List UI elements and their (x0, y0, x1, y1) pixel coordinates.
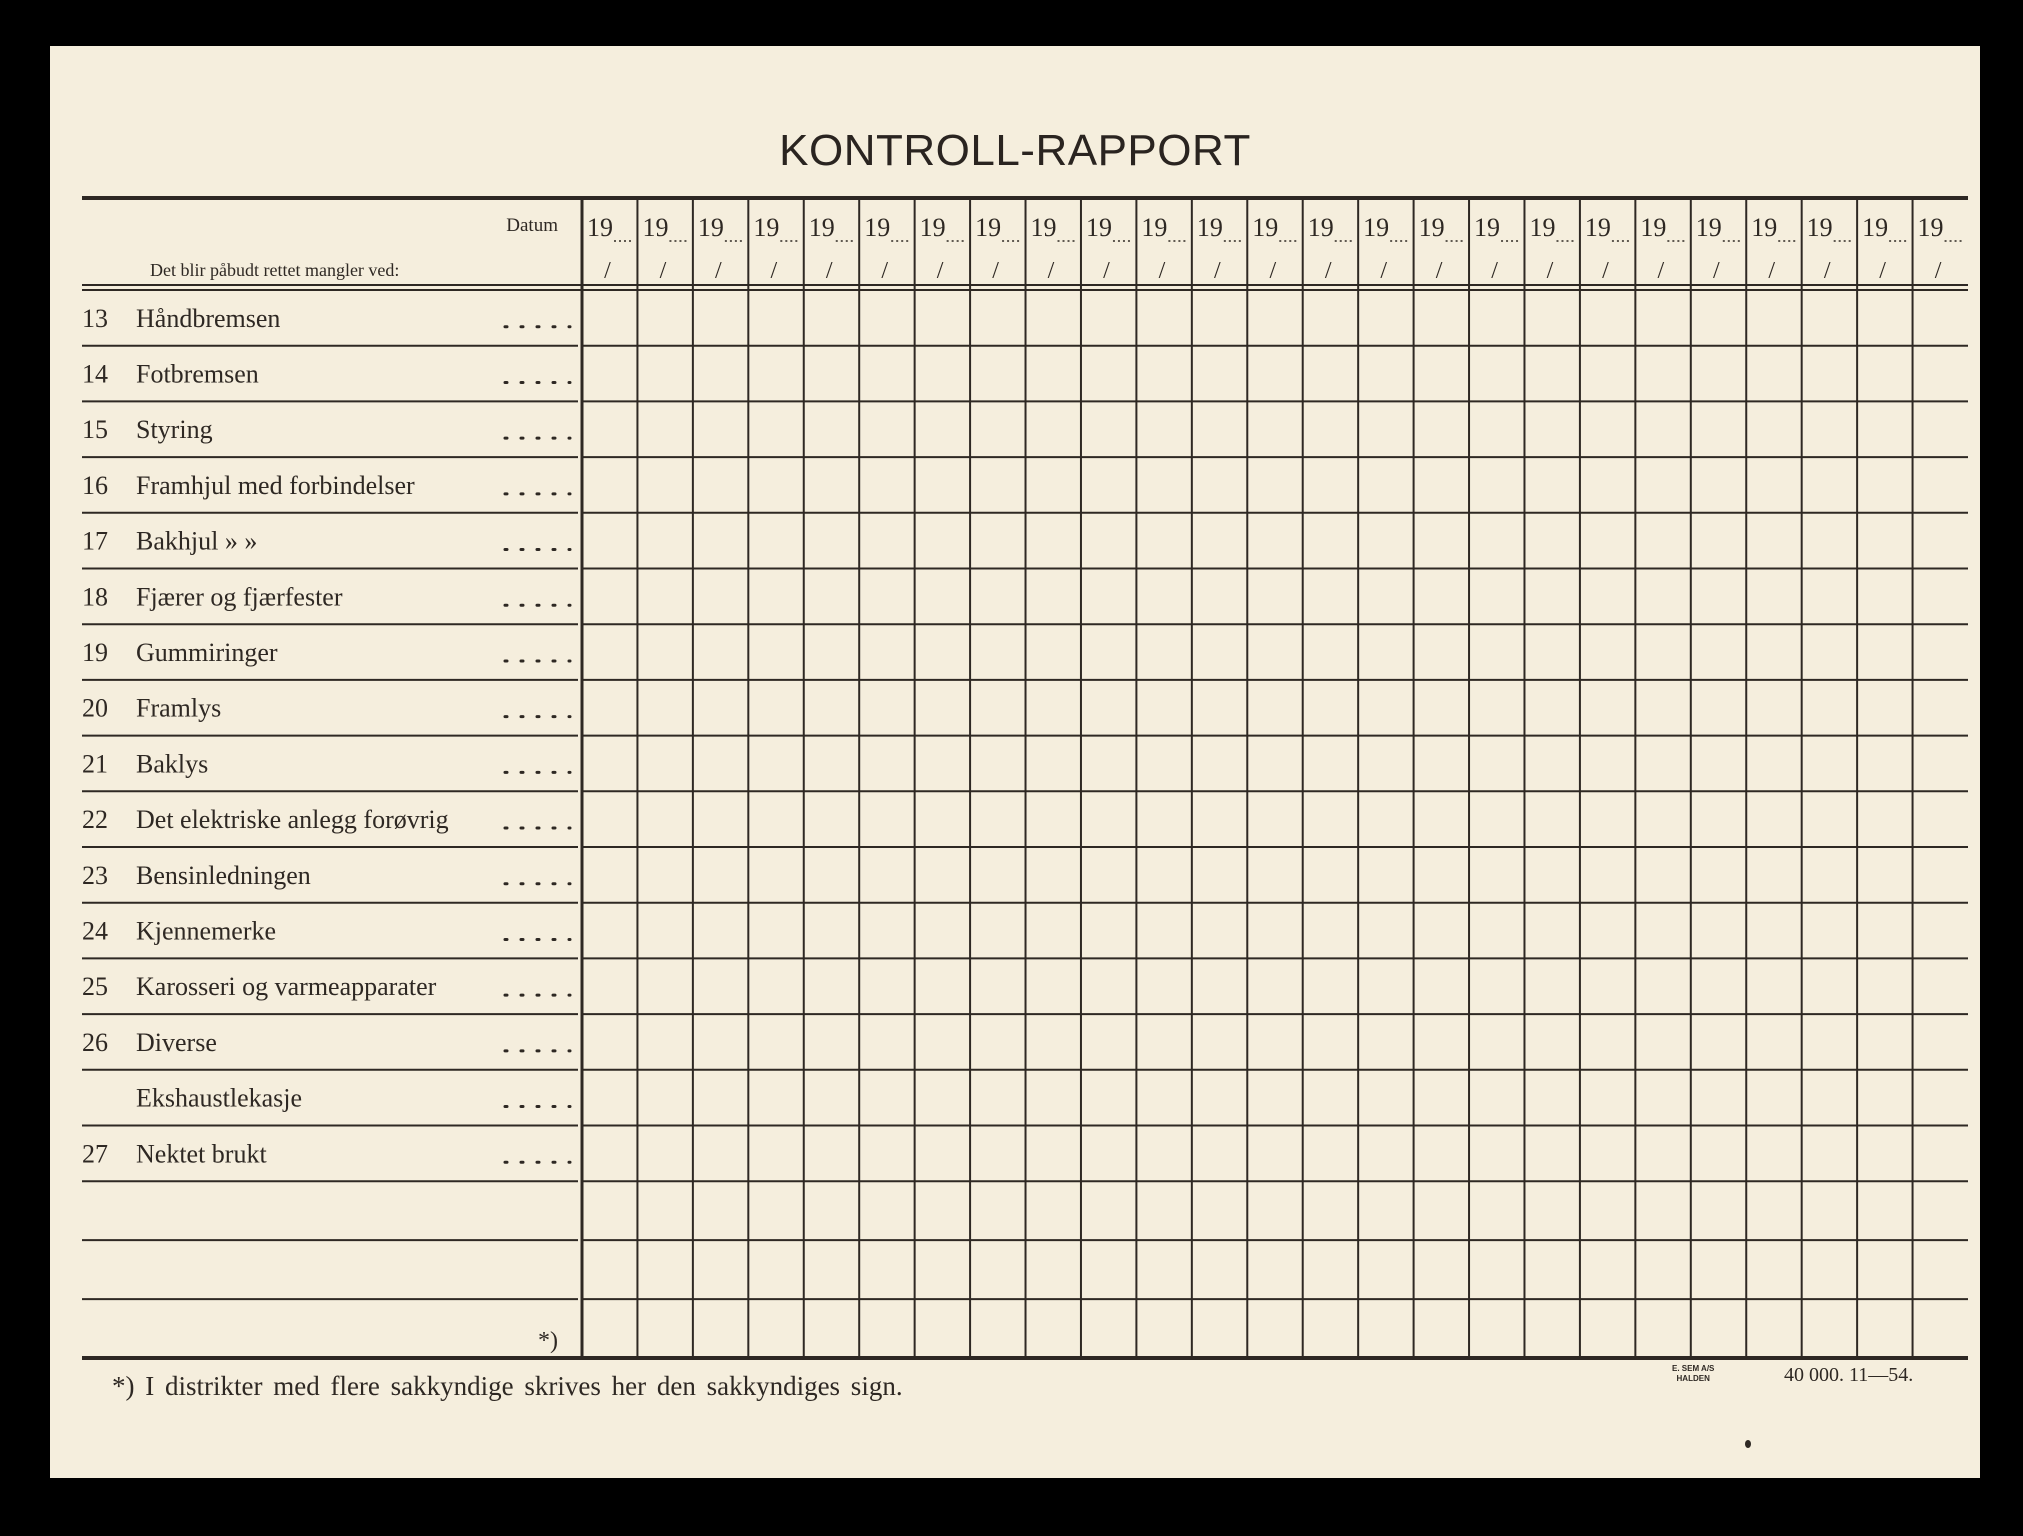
column-date-slash: / (1879, 258, 1886, 284)
printer-name: E. SEM A/S (1672, 1364, 1715, 1373)
column-year: 19 (808, 213, 835, 242)
instruction-label: Det blir påbudt rettet mangler ved: (150, 260, 400, 280)
row-number: 21 (82, 749, 108, 779)
row-number: 27 (82, 1139, 108, 1169)
column-year: 19 (1252, 213, 1279, 242)
row-number: 22 (82, 805, 108, 835)
column-date-slash: / (936, 258, 944, 284)
column-date-slash: / (1103, 258, 1110, 284)
column-year: 19 (1307, 213, 1334, 242)
printer-city: HALDEN (1676, 1374, 1710, 1383)
column-year: 19 (1640, 213, 1667, 242)
row-label: Framlys (136, 693, 222, 723)
row-label: Nektet brukt (136, 1139, 267, 1169)
column-date-slash: / (1269, 258, 1277, 284)
column-date-slash: / (992, 258, 999, 284)
column-date-slash: / (1324, 258, 1332, 284)
column-year: 19 (753, 213, 780, 242)
column-date-slash: / (715, 258, 722, 284)
footnote: *) I distrikter med flere sakkyndige skrives her den sakkyndiges sign. (112, 1371, 903, 1401)
column-year: 19 (1806, 213, 1833, 242)
column-date-slash: / (825, 258, 833, 284)
printer-imprint (1672, 1364, 1714, 1384)
row-number: 13 (82, 303, 108, 333)
row-label: Det elektriske anlegg forøvrig (136, 805, 449, 835)
column-year: 19 (697, 213, 724, 242)
row-number: 17 (82, 526, 108, 556)
column-year: 19 (1695, 213, 1722, 242)
column-year: 19 (1584, 213, 1611, 242)
column-year: 19 (864, 213, 891, 242)
row-label: Karosseri og varmeapparater (136, 972, 437, 1002)
column-year: 19 (1030, 213, 1057, 242)
column-date-slash: / (1435, 258, 1443, 284)
column-year: 19 (1529, 213, 1556, 242)
row-number: 26 (82, 1027, 108, 1057)
row-number: 16 (82, 470, 108, 500)
column-year: 19 (642, 213, 669, 242)
row-label: Gummiringer (136, 637, 278, 667)
row-label: Styring (136, 415, 213, 445)
row-label: Bensinledningen (136, 860, 311, 890)
column-date-slash: / (1823, 258, 1831, 284)
row-label: Diverse (136, 1027, 217, 1057)
column-date-slash: / (604, 258, 611, 284)
column-date-slash: / (1158, 258, 1166, 284)
column-date-slash: / (1380, 258, 1387, 284)
column-year: 19 (1862, 213, 1889, 242)
signature-marker: *) (538, 1328, 558, 1354)
row-label: Ekshaustlekasje (136, 1083, 303, 1113)
row-number: 15 (82, 415, 108, 445)
ink-dot (1745, 1440, 1751, 1448)
column-date-slash: / (770, 258, 778, 284)
column-year: 19 (1474, 213, 1501, 242)
column-year: 19 (919, 213, 946, 242)
column-date-slash: / (1047, 258, 1055, 284)
row-number: 23 (82, 860, 108, 890)
row-number: 20 (82, 693, 108, 723)
print-info: 40 000. 11—54. (1784, 1364, 1914, 1386)
column-date-slash: / (1546, 258, 1554, 284)
column-year: 19 (1085, 213, 1112, 242)
column-date-slash: / (1214, 258, 1221, 284)
form-title: KONTROLL-RAPPORT (779, 126, 1251, 175)
column-year: 19 (1141, 213, 1168, 242)
column-date-slash: / (1657, 258, 1665, 284)
column-year: 19 (587, 213, 613, 242)
row-label: Kjennemerke (136, 916, 277, 946)
column-date-slash: / (1712, 258, 1720, 284)
column-date-slash: / (1768, 258, 1776, 284)
column-date-slash: / (881, 258, 889, 284)
column-year: 19 (975, 213, 1002, 242)
column-year: 19 (1751, 213, 1778, 242)
row-number: 18 (82, 582, 108, 612)
row-number: 14 (82, 359, 108, 389)
row-label: Baklys (136, 749, 209, 779)
column-date-slash: / (1602, 258, 1609, 284)
column-year: 19 (1917, 213, 1944, 242)
column-year: 19 (1196, 213, 1223, 242)
column-date-slash: / (1934, 258, 1942, 284)
datum-label: Datum (506, 215, 558, 236)
row-label: Fotbremsen (136, 359, 259, 389)
column-year: 19 (1418, 213, 1445, 242)
row-number: 19 (82, 637, 108, 667)
form-sheet (50, 46, 1980, 1478)
row-label: Håndbremsen (136, 303, 281, 333)
row-label: Framhjul med forbindelser (136, 470, 415, 500)
row-label: Fjærer og fjærfester (136, 582, 343, 612)
row-label: Bakhjul » » (136, 526, 258, 556)
report-grid (50, 46, 1980, 1478)
row-number: 25 (82, 972, 108, 1002)
column-date-slash: / (659, 258, 667, 284)
column-date-slash: / (1491, 258, 1498, 284)
row-number: 24 (82, 916, 108, 946)
column-year: 19 (1363, 213, 1390, 242)
